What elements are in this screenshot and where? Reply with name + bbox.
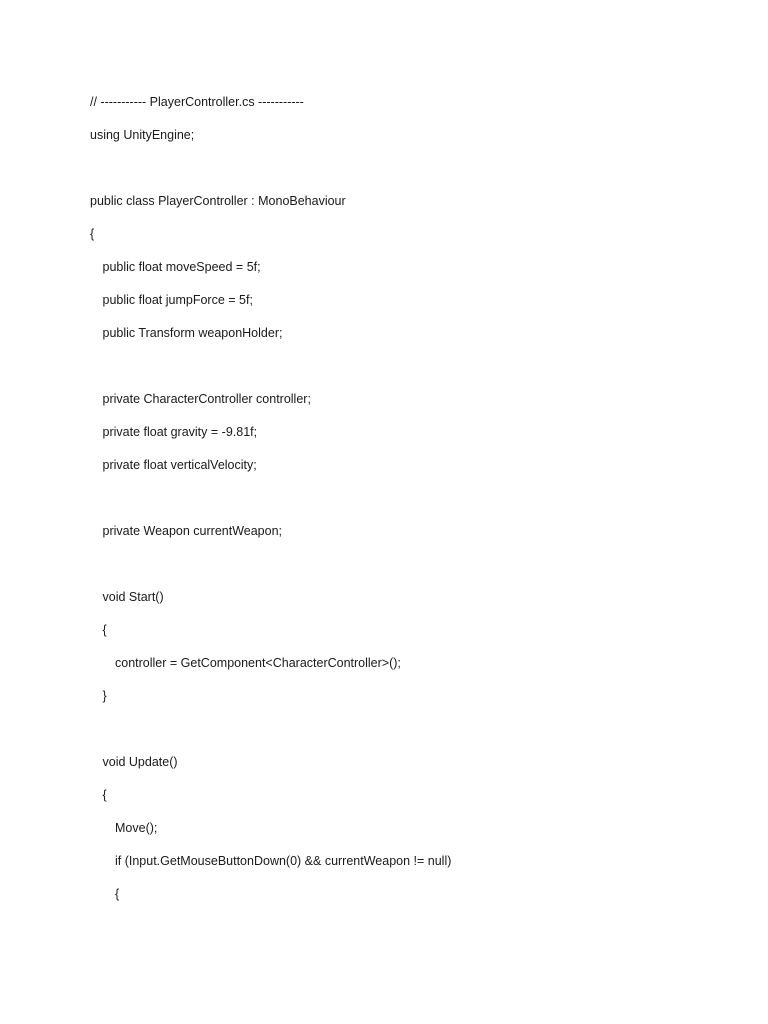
code-line: {	[115, 887, 120, 901]
blank-line	[90, 158, 451, 191]
code-line: // ----------- PlayerController.cs -----------	[90, 95, 304, 109]
blank-line	[90, 356, 451, 389]
code-line: if (Input.GetMouseButtonDown(0) && currentWeapon != null)	[115, 854, 452, 868]
code-line: using UnityEngine;	[90, 128, 195, 142]
code-line: }	[102, 689, 107, 703]
code-line: private Weapon currentWeapon;	[102, 524, 283, 538]
code-line: Move();	[115, 821, 158, 835]
code-line: void Update()	[102, 755, 178, 769]
code-line: public class PlayerController : MonoBehaviour	[90, 194, 346, 208]
code-line: public Transform weaponHolder;	[102, 326, 283, 340]
blank-line	[90, 719, 451, 752]
code-line: public float jumpForce = 5f;	[102, 293, 253, 307]
code-line: public float moveSpeed = 5f;	[102, 260, 261, 274]
code-line: {	[90, 227, 95, 241]
blank-line	[90, 488, 451, 521]
code-line: void Start()	[102, 590, 164, 604]
blank-line	[90, 554, 451, 587]
code-line: {	[102, 788, 107, 802]
code-line: {	[102, 623, 107, 637]
code-line: private CharacterController controller;	[102, 392, 311, 406]
code-listing	[90, 92, 451, 917]
code-line: private float verticalVelocity;	[102, 458, 257, 472]
code-line: private float gravity = -9.81f;	[102, 425, 258, 439]
code-line: controller = GetComponent<CharacterController>();	[115, 656, 401, 670]
